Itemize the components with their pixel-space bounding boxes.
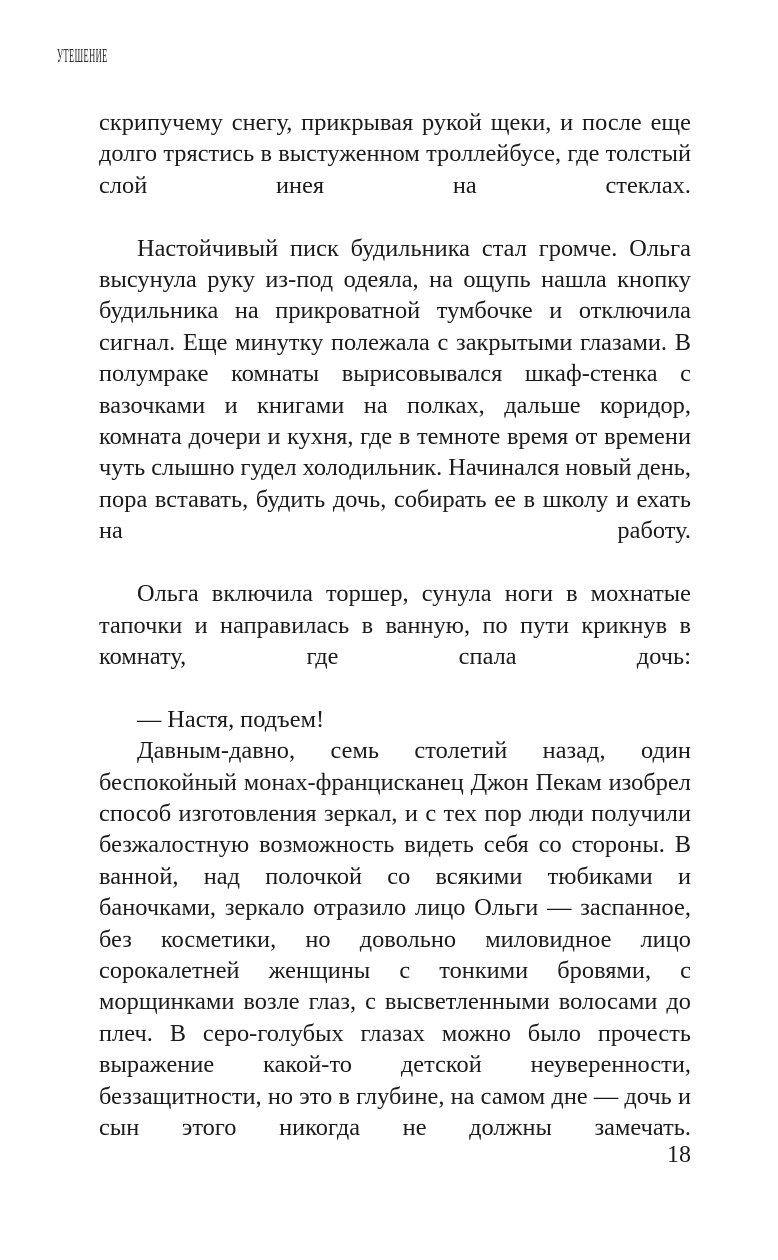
running-head: УТЕШЕНИЕ — [57, 45, 108, 67]
page-number: 18 — [667, 1142, 691, 1168]
paragraph: Ольга включила торшер, сунула ноги в мохнатые тапочки и направилась в ванную, по пути крикнув в комнату, где спала дочь: — [99, 580, 691, 670]
dialogue-line: — Настя, подъем! — [137, 705, 325, 733]
paragraph-continuation: скрипучему снегу, прикрывая рукой щеки, и после еще долго трястись в выстуженном троллейбусе, где толстый слой инея на стеклах. — [99, 109, 691, 199]
paragraph: Настойчивый писк будильника стал громче. Ольга высунула руку из-под одеяла, на ощупь нашла кнопку будильника на прикроватной тумбочке и отключила сигнал. Еще минутку полежала с закрытыми глазами. В полумраке комнаты вырисовывался шкаф-стенка с вазочками и книгами на полках, дальше коридор, комната дочери и кухня, где в темноте время от времени чуть слышно гудел холодильник. Начинался новый день, пора вставать, будить дочь, собирать ее в школу и ехать на работу. — [99, 234, 691, 545]
paragraph: Давным-давно, семь столетий назад, один беспокойный монах-францисканец Джон Пекам изобрел способ изготовления зеркал, и с тех пор люди получили безжалостную возможность видеть себя со стороны. В ванной, над полочкой со всякими тюбиками и баночками, зеркало отразило лицо Ольги — заспанное, без косметики, но довольно миловидное лицо сорокалетней женщины с тонкими бровями, с морщинками возле глаз, с высветленными волосами до плеч. В серо-голубых глазах можно было прочесть выражение какой-то детской неуверенности, беззащитности, но это в глубине, на самом дне — дочь и сын этого никогда не должны замечать. — [99, 737, 691, 1141]
text-block — [99, 107, 691, 1175]
